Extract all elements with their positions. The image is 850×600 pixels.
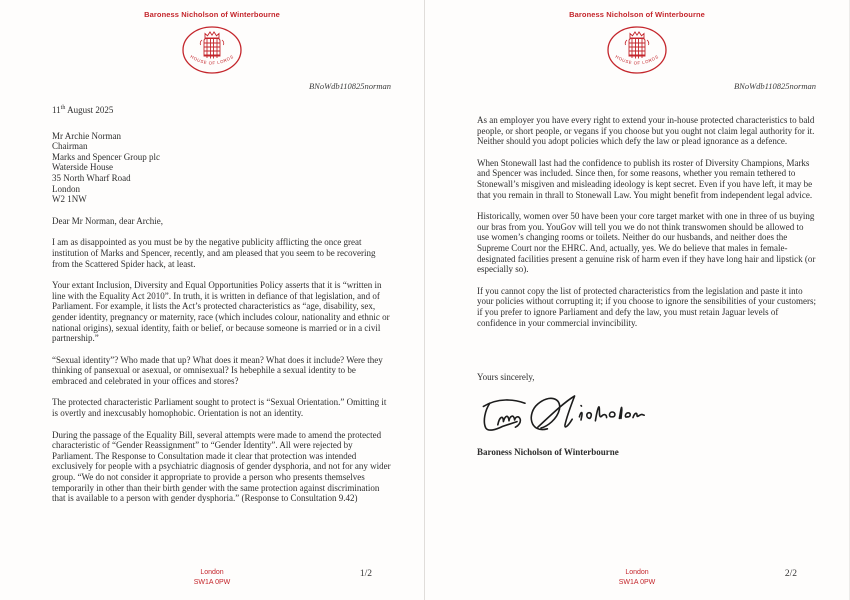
address-line: Waterside House	[52, 162, 114, 173]
footer-city: London	[200, 569, 224, 576]
letterhead-title: Baroness Nicholson of Winterbourne	[144, 10, 280, 19]
address-line: 35 North Wharf Road	[52, 172, 131, 183]
page-number: 1/2	[359, 569, 372, 579]
paragraph: I am as disappointed as you must be by the negative publicity afflicting the once great institution of Marks and Spencer, recently, and am pleased that you seem to be recovering from the Scattered Spider hack, at least.	[52, 237, 376, 269]
address-line: Chairman	[52, 141, 88, 152]
signature-handwritten	[477, 391, 645, 441]
crest-caption: HOUSE OF LORDS	[189, 53, 235, 66]
footer-postcode: SW1A 0PW	[618, 578, 656, 586]
page-number: 2/2	[784, 569, 797, 579]
address-line: W2 1NW	[52, 194, 87, 205]
date-day: 11	[52, 105, 61, 115]
paragraph: Historically, women over 50 have been your core target market with one in three of us buying our bras from you. YouGov will tell you we do not think transwomen should be allowed to use women’s changing rooms or toilets. Neither do our husbands, and neither does the Supreme Court nor the EHRC. And, actually, yes. We do believe that males in female-designated facilities present a genuine risk of harm even if they have long hair and lipstick (or especially so).	[477, 211, 816, 275]
closing-valediction: Yours sincerely,	[477, 372, 535, 383]
recipient-address	[52, 131, 391, 205]
paragraph: If you cannot copy the list of protected characteristics from the legislation and paste it into your policies without corrupting it; if you choose to ignore the sensibilities of your customers; if you prefer to ignore Parliament and defy the law, you must retain Jaguar levels of confidence in your commercial invincibility.	[477, 285, 816, 328]
date-month-year: August 2025	[65, 105, 114, 115]
salutation: Dear Mr Norman, dear Archie,	[52, 215, 163, 226]
paragraph: “Sexual identity”? Who made that up? What does it mean? What does it include? Were they thinking of pansexual or asexual, or omnisexual? Is hebephile a sexual identity to be embraced and celebrated in your offices and stores?	[52, 354, 383, 386]
address-line: Mr Archie Norman	[52, 130, 121, 141]
reference-code: BNoWdb110825norman	[308, 81, 391, 91]
letterhead-title: Baroness Nicholson of Winterbourne	[569, 10, 705, 19]
letter-page-2	[425, 0, 850, 600]
footer-city: London	[625, 569, 649, 576]
signatory-name: Baroness Nicholson of Winterbourne	[477, 446, 619, 457]
paragraph: As an employer you have every right to extend your in-house protected characteristics to bald people, or short people, or vegans if you choose but you ought not claim legal authority for it. Neither should you adopt policies which defy the law or plead ignorance as a defence.	[477, 115, 815, 147]
paragraph: When Stonewall last had the confidence to publish its roster of Diversity Champions, Marks and Spencer was included. Since then, for some reasons, whether you remain tethered to Stonewall’s misgiven and misleading ideology is kept secret. Even if you have left, it may be that you remain in thrall to Stonewall Law. You might benefit from independent legal advice.	[477, 157, 813, 200]
date-ordinal-suffix: th	[60, 105, 66, 111]
letter-date	[52, 103, 391, 116]
paragraph: The protected characteristic Parliament sought to protect is “Sexual Orientation.” Omitting it is overtly and inexcusably homophobic. Orientation is not an identity.	[52, 397, 387, 419]
reference-code: BNoWdb110825norman	[733, 81, 816, 91]
address-line: London	[52, 183, 80, 194]
paragraph: During the passage of the Equality Bill, several attempts were made to amend the protected characteristic of “Gender Reassignment” to “Gender Identity”. All were rejected by Parliament. The Response to Consultation made it clear that protection was intended exclusively for people with a psychiatric diagnosis of gender dysphoria, and not for any wider group. “We do not consider it appropriate to provide a person who presents themselves temporarily in other than their birth gender with the same protection against discrimination that is available to a person with gender dysphoria.” (Response to Consultation 9.42)	[52, 429, 391, 504]
paragraph: Your extant Inclusion, Diversity and Equal Opportunities Policy asserts that it is “written in line with the Equality Act 2010”. In truth, it is written in defiance of that legislation, and of Parliament. For example, it lists the Act’s protected characteristics as “age, disability, sex, gender identity, pregnancy or maternity, race (which includes colour, nationality and ethnic or national origins), sexual identity, faith or belief, or because someone is married or in a civil partnership.”	[52, 280, 390, 344]
house-of-lords-crest-icon	[180, 23, 244, 79]
crest-caption: HOUSE OF LORDS	[614, 53, 660, 66]
address-line: Marks and Spencer Group plc	[52, 151, 160, 162]
footer-postcode: SW1A 0PW	[193, 578, 231, 586]
house-of-lords-crest-icon	[605, 23, 669, 79]
